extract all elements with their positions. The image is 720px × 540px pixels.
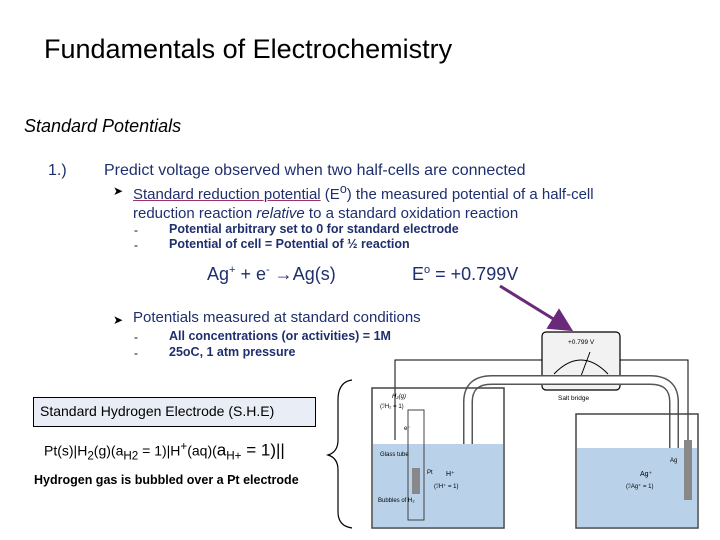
electron-label: e⁻ bbox=[404, 426, 411, 432]
reaction-electron-charge: - bbox=[266, 264, 270, 276]
sub-item: Potential of cell = Potential of ½ reaction bbox=[169, 237, 410, 251]
sub-item: Potential arbitrary set to 0 for standard electrode bbox=[169, 222, 459, 236]
bullet-standard-conditions: Potentials measured at standard conditions bbox=[133, 309, 421, 326]
left-brace-icon bbox=[328, 380, 352, 528]
reaction-arrow-icon: → bbox=[269, 264, 293, 284]
dash-marker: - bbox=[134, 238, 138, 252]
potential-sup: o bbox=[424, 264, 431, 276]
meter-reading: +0.799 V bbox=[568, 339, 595, 346]
potential-symbol: E bbox=[412, 264, 425, 284]
reaction-product: Ag(s) bbox=[292, 264, 336, 284]
bullet-text-3: to a standard oxidation reaction bbox=[304, 205, 519, 222]
bullet-sup: o bbox=[339, 182, 347, 196]
potential-value: = +0.799V bbox=[430, 264, 519, 284]
ag-electrode-label: Ag bbox=[670, 458, 678, 464]
she-label: Standard Hydrogen Electrode (S.H.E) bbox=[40, 403, 275, 419]
notation-part: (g)(a bbox=[93, 442, 124, 459]
notation-part: = 1)|H bbox=[138, 442, 181, 459]
ag-plus-activity-label: (ℐAg⁺ = 1) bbox=[626, 484, 654, 490]
bubbles-label: Bubbles of H₂ bbox=[378, 498, 415, 504]
bullet-arrow-icon: ➤ bbox=[113, 313, 124, 327]
notation-sub: 2 bbox=[131, 449, 139, 463]
reaction-charge: + bbox=[229, 264, 236, 276]
pt-electrode bbox=[412, 468, 420, 494]
point-text: Predict voltage observed when two half-cells are connected bbox=[104, 162, 526, 179]
pointer-arrow-icon bbox=[500, 286, 568, 328]
reaction-species: Ag bbox=[207, 264, 230, 284]
h2-activity-label: (ℐH₂ = 1) bbox=[380, 404, 404, 410]
reaction-electron: + e bbox=[235, 264, 266, 284]
page-title: Fundamentals of Electrochemistry bbox=[44, 34, 453, 64]
hydrogen-note: Hydrogen gas is bubbled over a Pt electrode bbox=[34, 473, 299, 487]
dash-marker: - bbox=[134, 346, 138, 360]
notation-sub: H bbox=[123, 449, 132, 463]
h2-gas-label: H₂(g) bbox=[392, 394, 406, 400]
ag-plus-label: Ag⁺ bbox=[640, 471, 653, 478]
notation-part: = 1)|| bbox=[241, 440, 285, 460]
bullet-text-2: ) the measured potential of a half-cell reduction reaction bbox=[133, 186, 594, 222]
h-plus-label: H⁺ bbox=[446, 471, 455, 478]
dash-marker: - bbox=[134, 223, 138, 237]
dash-marker: - bbox=[134, 330, 138, 344]
pt-label: Pt bbox=[427, 470, 433, 476]
ag-electrode bbox=[684, 440, 692, 500]
underlined-term: Standard reduction potential bbox=[133, 186, 321, 203]
salt-bridge-label: Salt bridge bbox=[558, 395, 590, 402]
notation-sub: H+ bbox=[226, 449, 242, 463]
notation-part: Pt(s)|H bbox=[44, 442, 88, 459]
notation-activity: a bbox=[216, 440, 227, 460]
glass-tube-label: Glass tube bbox=[380, 452, 409, 458]
notation-sub: 2 bbox=[87, 449, 94, 463]
bullet-text-1: (E bbox=[320, 186, 340, 203]
point-number: 1.) bbox=[48, 162, 67, 179]
notation-part: (aq)( bbox=[187, 442, 217, 459]
bullet-italic: relative bbox=[256, 205, 305, 222]
notation-sup: + bbox=[180, 440, 188, 453]
h-plus-activity-label: (ℐH⁺ = 1) bbox=[434, 484, 459, 490]
sub-item: 25oC, 1 atm pressure bbox=[169, 345, 296, 359]
sub-item: All concentrations (or activities) = 1M bbox=[169, 329, 391, 343]
bullet-arrow-icon: ➤ bbox=[113, 184, 124, 198]
section-subtitle: Standard Potentials bbox=[24, 116, 182, 136]
